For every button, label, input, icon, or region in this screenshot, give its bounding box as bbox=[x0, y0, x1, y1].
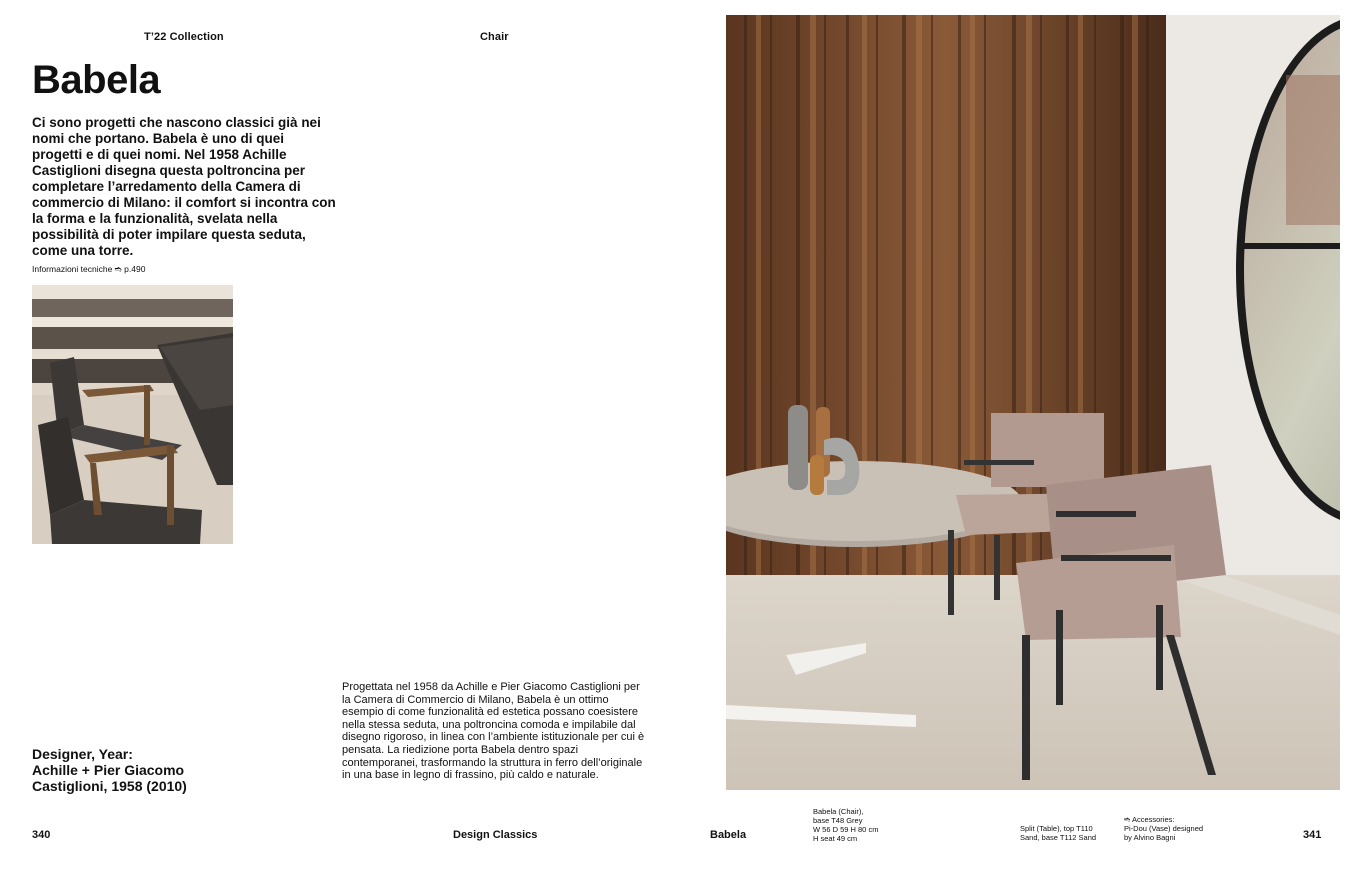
tech-info-link[interactable]: Informazioni tecniche ➬ p.490 bbox=[32, 264, 146, 274]
collection-label: T’22 Collection bbox=[144, 31, 224, 43]
footer-product: Babela bbox=[710, 829, 747, 841]
designer-line-1: Achille + Pier Giacomo bbox=[32, 762, 185, 778]
footer-section: Design Classics bbox=[453, 829, 538, 841]
main-photo bbox=[726, 15, 1340, 790]
page-number-left: 340 bbox=[32, 829, 51, 841]
caption-table: Split (Table), top T110 Sand, base T112 Sand bbox=[1020, 824, 1097, 842]
body-paragraph: Progettata nel 1958 da Achille e Pier Giacomo Castiglioni per la Camera di Commercio di Milano, Babela è un ottimo esempio di come funzionalità ed estetica possano coesistere nella stessa seduta, una poltroncina comoda e impilabile dal disegno rigoroso, in linea con l’ambiente istituzionale per cui è pensata. La riedizione porta Babela dentro spazi contemporanei, trasformando la struttura in ferro dell’originale in una base in legno di frassino, più caldo e naturale. bbox=[342, 681, 645, 782]
page-title: Babela bbox=[32, 58, 161, 102]
caption-chair: Babela (Chair), base T48 Grey W 56 D 59 H 80 cm H seat 49 cm bbox=[813, 807, 879, 843]
intro-paragraph: Ci sono progetti che nascono classici già nei nomi che portano. Babela è uno di quei progetti e di quei nomi. Nel 1958 Achille Castiglioni disegna questa poltroncina per completare l’arredamento della Camera di commercio di Milano: il comfort si incontra con la forma e la funzionalità, svelata nella possibilità di poter impilare questa seduta, come una torre. bbox=[32, 115, 336, 258]
category-label: Chair bbox=[480, 31, 509, 43]
designer-block bbox=[32, 746, 232, 794]
page-number-right: 341 bbox=[1303, 829, 1322, 841]
detail-photo bbox=[32, 285, 233, 544]
designer-label: Designer, Year: bbox=[32, 746, 133, 762]
designer-line-2: Castiglioni, 1958 (2010) bbox=[32, 778, 187, 794]
caption-accessories: ➬ Accessories: Pi-Dou (Vase) designed by Alvino Bagni bbox=[1124, 815, 1204, 842]
